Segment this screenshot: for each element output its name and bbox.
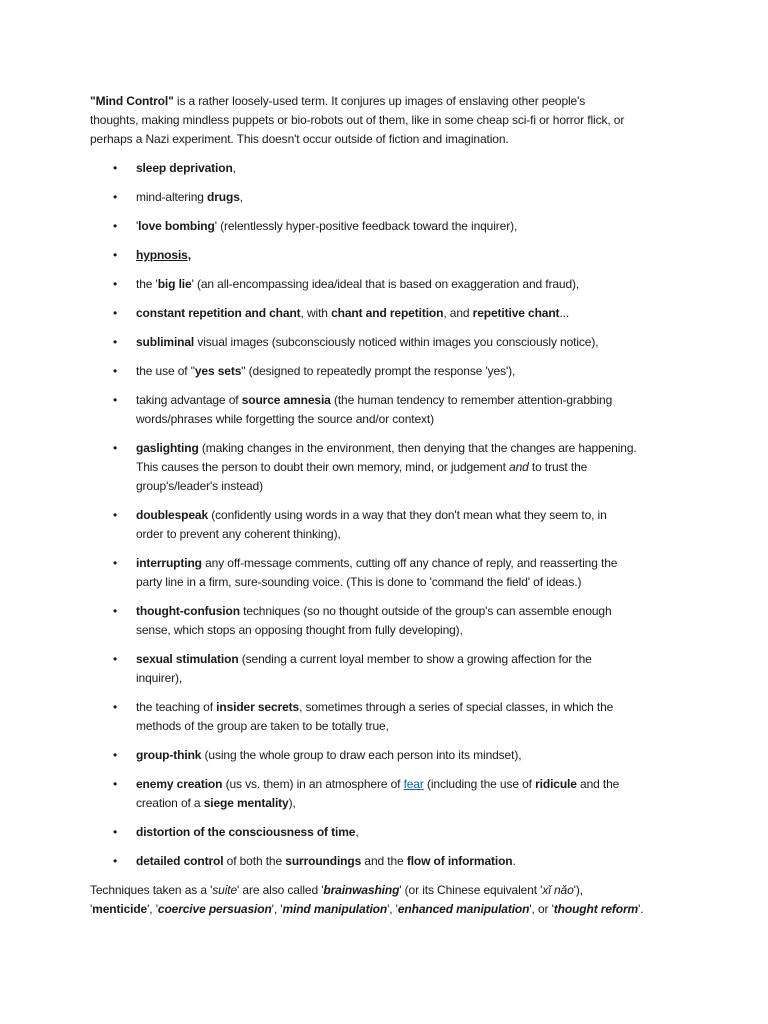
- bullet-icon: [113, 746, 121, 765]
- text-run: sleep deprivation: [136, 161, 233, 175]
- text-run: taking advantage of: [136, 393, 242, 407]
- list-item-text: [136, 650, 730, 688]
- document-body: [90, 92, 730, 929]
- text-line: [136, 746, 730, 765]
- text-line: [90, 881, 730, 900]
- text-line: [136, 698, 730, 717]
- text-run: thoughts, making mindless puppets or bio-robots out of them, like in some cheap sci-fi or horror flick, or: [90, 113, 625, 127]
- text-run: constant repetition and chant: [136, 306, 301, 320]
- text-run: detailed control: [136, 854, 224, 868]
- text-run: sexual stimulation: [136, 652, 239, 666]
- list-item-text: [136, 362, 730, 381]
- text-line: [136, 602, 730, 621]
- text-run: ', or ': [529, 902, 554, 916]
- text-run: coercive persuasion: [157, 902, 272, 916]
- bullet-icon: [113, 188, 121, 207]
- text-run: ...: [559, 306, 570, 320]
- list-item-text: [136, 698, 730, 736]
- text-run: (making changes in the environment, then denying that the changes are happening.: [198, 441, 637, 455]
- bullet-icon: [113, 304, 121, 323]
- list-item: [90, 159, 730, 178]
- bullet-icon: [113, 217, 121, 236]
- text-run: ': [90, 902, 93, 916]
- bullet-icon: [113, 650, 121, 669]
- text-line: [136, 477, 730, 496]
- text-run: any off-message comments, cutting off any chance of reply, and reasserting the: [201, 556, 618, 570]
- list-item-text: [136, 333, 730, 352]
- bullet-icon: [113, 506, 121, 525]
- text-run: '),: [573, 883, 583, 897]
- text-run: brainwashing: [323, 883, 400, 897]
- text-run: thought reform: [553, 902, 639, 916]
- text-line: [136, 717, 730, 736]
- text-run: thought-confusion: [136, 604, 240, 618]
- text-line: [136, 304, 730, 323]
- text-line: [136, 669, 730, 688]
- text-run: sense, which stops an opposing thought from fully developing),: [136, 623, 463, 637]
- list-item: [90, 362, 730, 381]
- text-run: (including the use of: [423, 777, 536, 791]
- text-run: order to prevent any coherent thinking),: [136, 527, 341, 541]
- text-run: ' are also called ': [237, 883, 324, 897]
- text-run: the teaching of: [136, 700, 217, 714]
- list-item-text: [136, 275, 730, 294]
- text-run: drugs: [207, 190, 240, 204]
- intro-paragraph: [90, 92, 730, 149]
- text-run: (sending a current loyal member to show a growing affection for the: [238, 652, 592, 666]
- text-run: doublespeak: [136, 508, 209, 522]
- text-run: (using the whole group to draw each person into its mindset),: [201, 748, 522, 762]
- text-line: [136, 554, 730, 573]
- list-item-text: [136, 506, 730, 544]
- text-run: .: [512, 854, 516, 868]
- list-item: [90, 275, 730, 294]
- list-item: [90, 506, 730, 544]
- text-run: methods of the group are taken to be totally true,: [136, 719, 389, 733]
- text-line: [136, 458, 730, 477]
- text-line: [136, 852, 730, 871]
- text-run: source amnesia: [241, 393, 331, 407]
- text-run: menticide: [92, 902, 148, 916]
- list-item-text: [136, 391, 730, 429]
- text-run: " (designed to repeatedly prompt the response 'yes'),: [241, 364, 516, 378]
- text-run: ridicule: [535, 777, 577, 791]
- bullet-icon: [113, 333, 121, 352]
- text-run: enemy creation: [136, 777, 223, 791]
- text-run: "Mind Control": [90, 94, 174, 108]
- text-line: [136, 275, 730, 294]
- text-line: [136, 775, 730, 794]
- text-run: and: [509, 460, 529, 474]
- text-line: [90, 900, 730, 919]
- text-line: [136, 823, 730, 842]
- list-item: [90, 554, 730, 592]
- list-item-text: [136, 188, 730, 207]
- text-run: Techniques taken as a ': [90, 883, 213, 897]
- list-item: [90, 246, 730, 265]
- text-run: the use of ": [136, 364, 195, 378]
- bullet-icon: [113, 362, 121, 381]
- closing-paragraph: [90, 881, 730, 919]
- text-run: of both the: [223, 854, 286, 868]
- text-run: suite: [212, 883, 238, 897]
- bullet-icon: [113, 852, 121, 871]
- list-item: [90, 439, 730, 496]
- text-run: ', ': [271, 902, 283, 916]
- list-item: [90, 650, 730, 688]
- bullet-icon: [113, 391, 121, 410]
- text-run: and the: [361, 854, 407, 868]
- text-line: [136, 621, 730, 640]
- text-line: [136, 159, 730, 178]
- text-run: ' (or its Chinese equivalent ': [399, 883, 543, 897]
- text-line: [136, 794, 730, 813]
- text-line: [136, 188, 730, 207]
- technique-list: [90, 159, 730, 871]
- text-line: [136, 650, 730, 669]
- text-run: flow of information: [406, 854, 513, 868]
- text-line: [90, 111, 730, 130]
- list-item: [90, 602, 730, 640]
- text-line: [136, 410, 730, 429]
- text-run: ,: [239, 190, 243, 204]
- text-run: visual images (subconsciously noticed within images you consciously notice),: [194, 335, 599, 349]
- text-run: perhaps a Nazi experiment. This doesn't occur outside of fiction and imagination.: [90, 132, 509, 146]
- text-run: creation of a: [136, 796, 204, 810]
- text-line: [136, 391, 730, 410]
- list-item-text: [136, 823, 730, 842]
- text-run: group-think: [136, 748, 202, 762]
- list-item: [90, 746, 730, 765]
- text-run: , sometimes through a series of special classes, in which the: [299, 700, 614, 714]
- text-run: mind manipulation: [282, 902, 388, 916]
- list-item: [90, 333, 730, 352]
- list-item-text: [136, 554, 730, 592]
- text-run: mind-altering: [136, 190, 208, 204]
- text-run: insider secrets: [216, 700, 300, 714]
- text-run: big lie: [157, 277, 192, 291]
- list-item: [90, 698, 730, 736]
- list-item-text: [136, 852, 730, 871]
- text-line: [90, 92, 730, 111]
- text-run: party line in a firm, sure-sounding voice. (This is done to 'command the field' of ideas.): [136, 575, 582, 589]
- text-run: repetitive chant: [472, 306, 560, 320]
- text-run: (confidently using words in a way that they don't mean what they seem to, in: [208, 508, 607, 522]
- text-line: [136, 333, 730, 352]
- bullet-icon: [113, 246, 121, 265]
- list-item-text: [136, 159, 730, 178]
- list-item: [90, 217, 730, 236]
- list-item-text: [136, 246, 730, 265]
- text-run: ,: [232, 161, 236, 175]
- list-item-text: [136, 602, 730, 640]
- text-run: and the: [576, 777, 620, 791]
- text-run: love bombing: [138, 219, 215, 233]
- list-item: [90, 775, 730, 813]
- bullet-icon: [113, 698, 121, 717]
- text-line: [136, 217, 730, 236]
- list-item: [90, 823, 730, 842]
- text-run: siege mentality: [203, 796, 289, 810]
- text-run: is a rather loosely-used term. It conjures up images of enslaving other people's: [173, 94, 586, 108]
- text-run: techniques (so no thought outside of the group's can assemble enough: [239, 604, 612, 618]
- text-run: subliminal: [136, 335, 195, 349]
- text-run: ' (an all-encompassing idea/ideal that is based on exaggeration and fraud),: [191, 277, 580, 291]
- list-item-text: [136, 439, 730, 496]
- text-run: xǐ nǎo: [542, 883, 574, 897]
- text-line: [90, 130, 730, 149]
- text-run: interrupting: [136, 556, 202, 570]
- text-run: inquirer),: [136, 671, 183, 685]
- text-run: the ': [136, 277, 158, 291]
- text-run: ': [136, 219, 139, 233]
- text-run: words/phrases while forgetting the source and/or context): [136, 412, 434, 426]
- list-item: [90, 391, 730, 429]
- list-item: [90, 304, 730, 323]
- text-run: ),: [288, 796, 296, 810]
- text-line: [136, 525, 730, 544]
- text-run: (the human tendency to remember attention-grabbing: [330, 393, 613, 407]
- text-run: to trust the: [528, 460, 588, 474]
- text-run: '.: [638, 902, 644, 916]
- bullet-icon: [113, 159, 121, 178]
- bullet-icon: [113, 602, 121, 621]
- list-item-text: [136, 775, 730, 813]
- bullet-icon: [113, 275, 121, 294]
- bullet-icon: [113, 775, 121, 794]
- text-line: [136, 573, 730, 592]
- list-item-text: [136, 746, 730, 765]
- text-run: surroundings: [285, 854, 362, 868]
- text-run: , and: [443, 306, 473, 320]
- text-run: , with: [300, 306, 332, 320]
- bullet-icon: [113, 439, 121, 458]
- text-run: ' (relentlessly hyper-positive feedback toward the inquirer),: [214, 219, 518, 233]
- text-run: group's/leader's instead): [136, 479, 263, 493]
- list-item-text: [136, 304, 730, 323]
- text-line: [136, 246, 730, 265]
- bullet-icon: [113, 554, 121, 573]
- text-run: ', ': [387, 902, 398, 916]
- text-run: hypnosis,: [136, 248, 191, 262]
- text-run: enhanced manipulation: [397, 902, 530, 916]
- fear-link[interactable]: fear: [403, 777, 424, 791]
- text-run: yes sets: [194, 364, 242, 378]
- text-line: [136, 362, 730, 381]
- bullet-icon: [113, 823, 121, 842]
- text-run: This causes the person to doubt their own memory, mind, or judgement: [136, 460, 510, 474]
- text-run: ', ': [147, 902, 158, 916]
- text-line: [136, 439, 730, 458]
- text-run: ,: [355, 825, 359, 839]
- list-item: [90, 188, 730, 207]
- text-run: gaslighting: [136, 441, 199, 455]
- list-item: [90, 852, 730, 871]
- text-line: [136, 506, 730, 525]
- text-run: distortion of the consciousness of time: [136, 825, 356, 839]
- list-item-text: [136, 217, 730, 236]
- text-run: (us vs. them) in an atmosphere of: [222, 777, 404, 791]
- text-run: chant and repetition: [331, 306, 444, 320]
